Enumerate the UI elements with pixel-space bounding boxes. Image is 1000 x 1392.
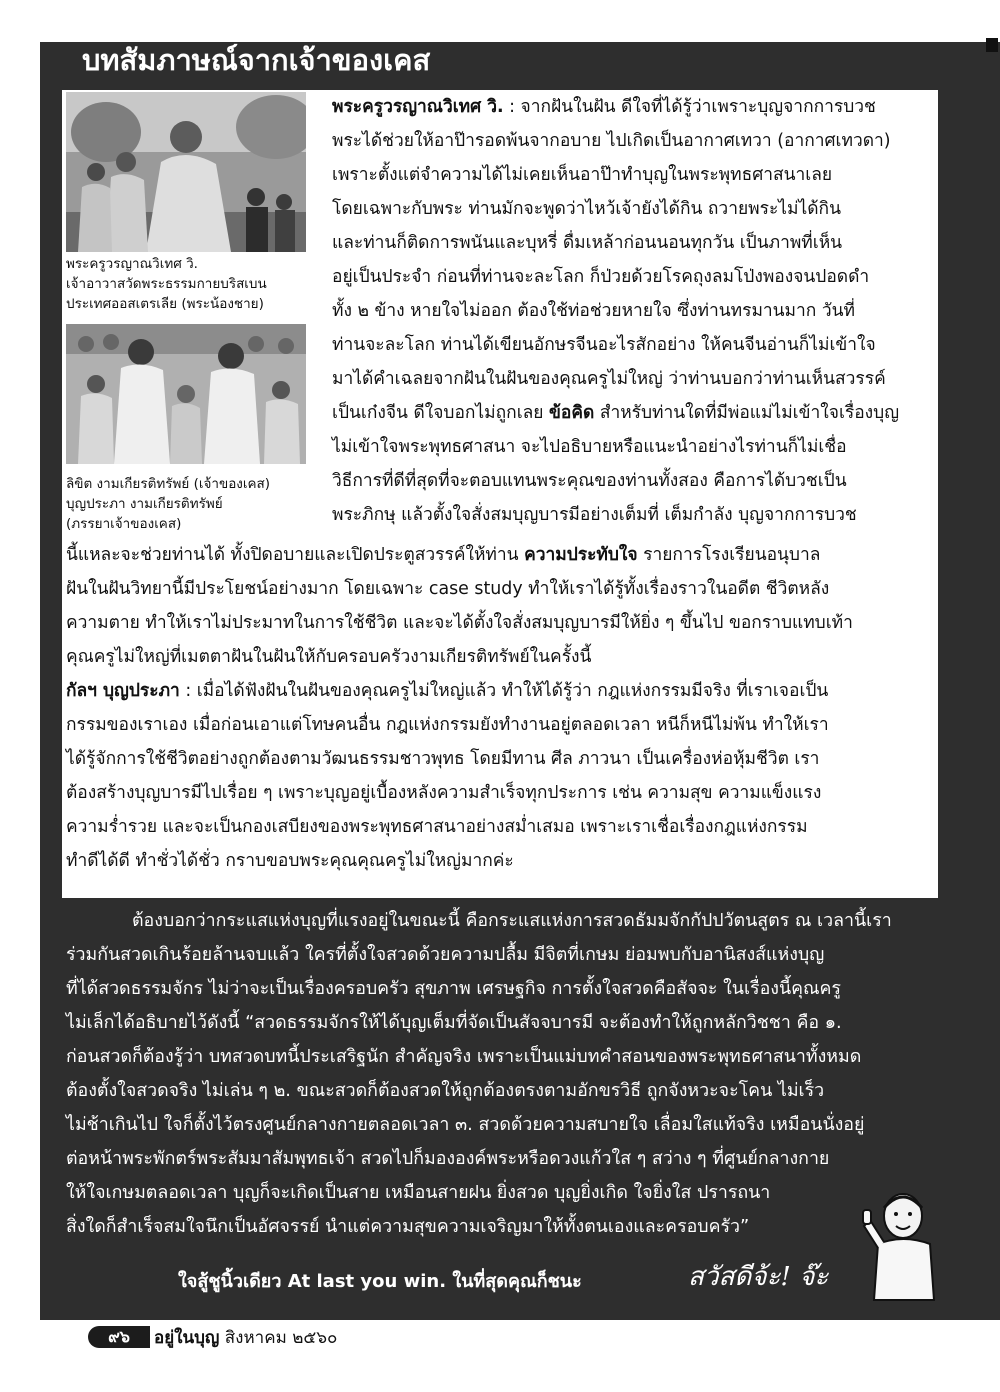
page-number: ๙๖: [88, 1326, 150, 1348]
closing-line: ก่อนสวดก็ต้องรู้ว่า บทสวดบทนี้ประเสริฐนัก สำคัญจริง เพราะเป็นแม่บทคำสอนของพระพุทธศาสนาทั้งหมด: [66, 1046, 862, 1067]
interview-line: กัลฯ บุญประภา : เมื่อได้ฟังฝันในฝันของคุณครูไม่ใหญ่แล้ว ทำให้ได้รู้ว่า กฎแห่งกรรมมีจริง ที่เราเจอเป็น: [66, 681, 829, 701]
caption-line: ประเทศออสเตรเลีย (พระน้องชาย): [66, 296, 264, 312]
slogan: ใจสู้ชูนิ้วเดียว At last you win. ในที่สุดคุณก็ชนะ: [178, 1271, 582, 1292]
closing-line: ร่วมกันสวดเกินร้อยล้านจบแล้ว ใครที่ตั้งใจสวดด้วยความปลื้ม มีจิตที่เกษม ย่อมพบกับอานิสงส์แห่งบุญ: [66, 944, 825, 965]
speaker-name: กัลฯ บุญประภา: [66, 681, 180, 701]
interview-line: โดยเฉพาะกับพระ ท่านมักจะพูดว่าไหว้เจ้ายังได้กิน ถวายพระไม่ได้กิน: [332, 199, 841, 219]
interview-line: เป็นเก๋งจีน ดีใจบอกไม่ถูกเลย ข้อคิด สำหรับท่านใดที่มีพ่อแม่ไม่เข้าใจเรื่องบุญ: [332, 403, 900, 423]
closing-line: สิ่งใดก็สำเร็จสมใจนึกเป็นอัศจรรย์ นำแต่ความสุขความเจริญมาให้ทั้งตนเองและครอบครัว”: [66, 1216, 750, 1237]
speaker-name: พระครูวรญาณวิเทศ วิ.: [332, 97, 504, 117]
closing-line: ต้องบอกว่ากระแสแห่งบุญที่แรงอยู่ในขณะนี้ คือกระแสแห่งการสวดธัมมจักกัปปวัตนสูตร ณ เวลานี้เรา: [132, 910, 892, 931]
page-title: บทสัมภาษณ์จากเจ้าของเคส: [82, 43, 431, 77]
interview-line: ได้รู้จักการใช้ชีวิตอย่างถูกต้องตามวัฒนธรรมชาวพุทธ โดยมีทาน ศีล ภาวนา เป็นเครื่องห่อหุ้มชีวิต เรา: [66, 749, 820, 769]
interview-line: ทั้ง ๒ ข้าง หายใจไม่ออก ต้องใช้ท่อช่วยหายใจ ซึ่งท่านทรมานมาก วันที่: [332, 301, 855, 321]
interview-line: คุณครูไม่ใหญ่ที่เมตตาฝันในฝันให้กับครอบครัวงามเกียรติทรัพย์ในครั้งนี้: [66, 647, 592, 667]
interview-line: วิธีการที่ดีที่สุดที่จะตอบแทนพระคุณของท่านทั้งสอง คือการได้บวชเป็น: [332, 471, 847, 491]
closing-line: ไม่เล็กได้อธิบายไว้ดังนี้ “สวดธรรมจักรให้ได้บุญเต็มที่จัดเป็นสัจจบารมี จะต้องทำให้ถูกหลักวิชชา คือ ๑.: [66, 1012, 842, 1033]
interview-line: เพราะตั้งแต่จำความได้ไม่เคยเห็นอาป๊าทำบุญในพระพุทธศาสนาเลย: [332, 165, 833, 185]
interview-line: ความร่ำรวย และจะเป็นกองเสบียงของพระพุทธศาสนาอย่างสม่ำเสมอ เพราะเราเชื่อเรื่องกฎแห่งกรรม: [66, 817, 808, 837]
edge-mark: [986, 38, 998, 52]
interview-line: ทำดีได้ดี ทำชั่วได้ชั่ว กราบขอบพระคุณคุณครูไม่ใหญ่มากค่ะ: [66, 851, 514, 871]
caption-line: เจ้าอาวาสวัดพระธรรมกายบริสเบน: [66, 276, 267, 292]
closing-line: ที่ได้สวดธรรมจักร ไม่ว่าจะเป็นเรื่องครอบครัว สุขภาพ เศรษฐกิจ การตั้งใจสวดคือสัจจะ ในเรื่องนี้คุณครู: [66, 978, 841, 999]
footer-magazine: อยู่ในบุญ สิงหาคม ๒๕๖๐: [154, 1328, 338, 1348]
caption-line: (ภรรยาเจ้าของเคส): [66, 516, 182, 532]
interview-line: ความตาย ทำให้เราไม่ประมาทในการใช้ชีวิต และจะได้ตั้งใจสั่งสมบุญบารมีให้ยิ่ง ๆ ขึ้นไป ขอกราบแทบเท้า: [66, 613, 853, 633]
interview-line: นี้แหละจะช่วยท่านได้ ทั้งปิดอบายและเปิดประตูสวรรค์ให้ท่าน ความประทับใจ รายการโรงเรียนอนุบาล: [66, 545, 821, 565]
interview-line: อยู่เป็นประจำ ก่อนที่ท่านจะละโลก ก็ป่วยด้วยโรคถุงลมโป่งพองจนปอดดำ: [332, 267, 870, 287]
caption-line: บุญประภา งามเกียรติทรัพย์: [66, 496, 223, 512]
caption-line: พระครูวรญาณวิเทศ วิ.: [66, 256, 198, 272]
closing-line: ไม่ช้าเกินไป ใจก็ตั้งไว้ตรงศูนย์กลางกายตลอดเวลา ๓. สวดด้วยความสบายใจ เลื่อมใสแท้จริง เหมือนนั่งอยู่: [66, 1114, 865, 1135]
photo1-caption: [66, 254, 267, 314]
caption-line: ลิขิต งามเกียรติทรัพย์ (เจ้าของเคส): [66, 476, 271, 492]
closing-line: ต้องตั้งใจสวดจริง ไม่เล่น ๆ ๒. ขณะสวดก็ต้องสวดให้ถูกต้องตรงตามอักขรวิธี ถูกจังหวะจะโคน ไม่เร็ว: [66, 1080, 825, 1101]
interview-line: ไม่เข้าใจพระพุทธศาสนา จะไปอธิบายหรือแนะนำอย่างไรท่านก็ไม่เชื่อ: [332, 437, 847, 457]
interview-line: ฝันในฝันวิทยานี้มีประโยชน์อย่างมาก โดยเฉพาะ case study ทำให้เราได้รู้ทั้งเรื่องราวในอดีต ชีวิตหลัง: [66, 579, 830, 599]
mascot-thumbs-up-icon: [860, 1186, 946, 1302]
interview-line: พระได้ช่วยให้อาป๊ารอดพ้นจากอบาย ไปเกิดเป็นอากาศเทวา (อากาศเทวดา): [332, 131, 891, 151]
interview-line: ต้องสร้างบุญบารมีไปเรื่อย ๆ เพราะบุญอยู่เบื้องหลังความสำเร็จทุกประการ เช่น ความสุข ความแข็งแรง: [66, 783, 822, 803]
monks-photo: [66, 92, 306, 252]
closing-line: ให้ใจเกษมตลอดเวลา บุญก็จะเกิดเป็นสาย เหมือนสายฝน ยิ่งสวด บุญยิ่งเกิด ใจยิ่งใส ปรารถนา: [66, 1182, 771, 1203]
interview-line: กรรมของเราเอง เมื่อก่อนเอาแต่โทษคนอื่น กฎแห่งกรรมยังทำงานอยู่ตลอดเวลา หนีก็หนีไม่พ้น ทำให้เรา: [66, 715, 829, 735]
interview-line: มาได้คำเฉลยจากฝันในฝันของคุณครูไม่ใหญ่ ว่าท่านบอกว่าท่านเห็นสวรรค์: [332, 369, 886, 389]
photo2-caption: [66, 474, 270, 534]
interview-line: พระครูวรญาณวิเทศ วิ. : จากฝันในฝัน ดีใจที่ได้รู้ว่าเพราะบุญจากการบวช: [332, 97, 876, 117]
signature: สวัสดีจ้ะ! จ๊ะ: [688, 1262, 829, 1292]
interview-line: และท่านก็ติดการพนันและบุหรี่ ดื่มเหล้าก่อนนอนทุกวัน เป็นภาพที่เห็น: [332, 233, 843, 253]
interview-line: พระภิกษุ แล้วตั้งใจสั่งสมบุญบารมีอย่างเต็มที่ เต็มกำลัง บุญจากการบวช: [332, 505, 857, 525]
closing-line: ต่อหน้าพระพักตร์พระสัมมาสัมพุทธเจ้า สวดไปก็มององค์พระหรือดวงแก้วใส ๆ สว่าง ๆ ที่ศูนย์กลางกาย: [66, 1148, 830, 1169]
family-photo: [66, 324, 306, 464]
interview-line: ท่านจะละโลก ท่านได้เขียนอักษรจีนอะไรสักอย่าง ให้คนจีนอ่านก็ไม่เข้าใจ: [332, 335, 876, 355]
